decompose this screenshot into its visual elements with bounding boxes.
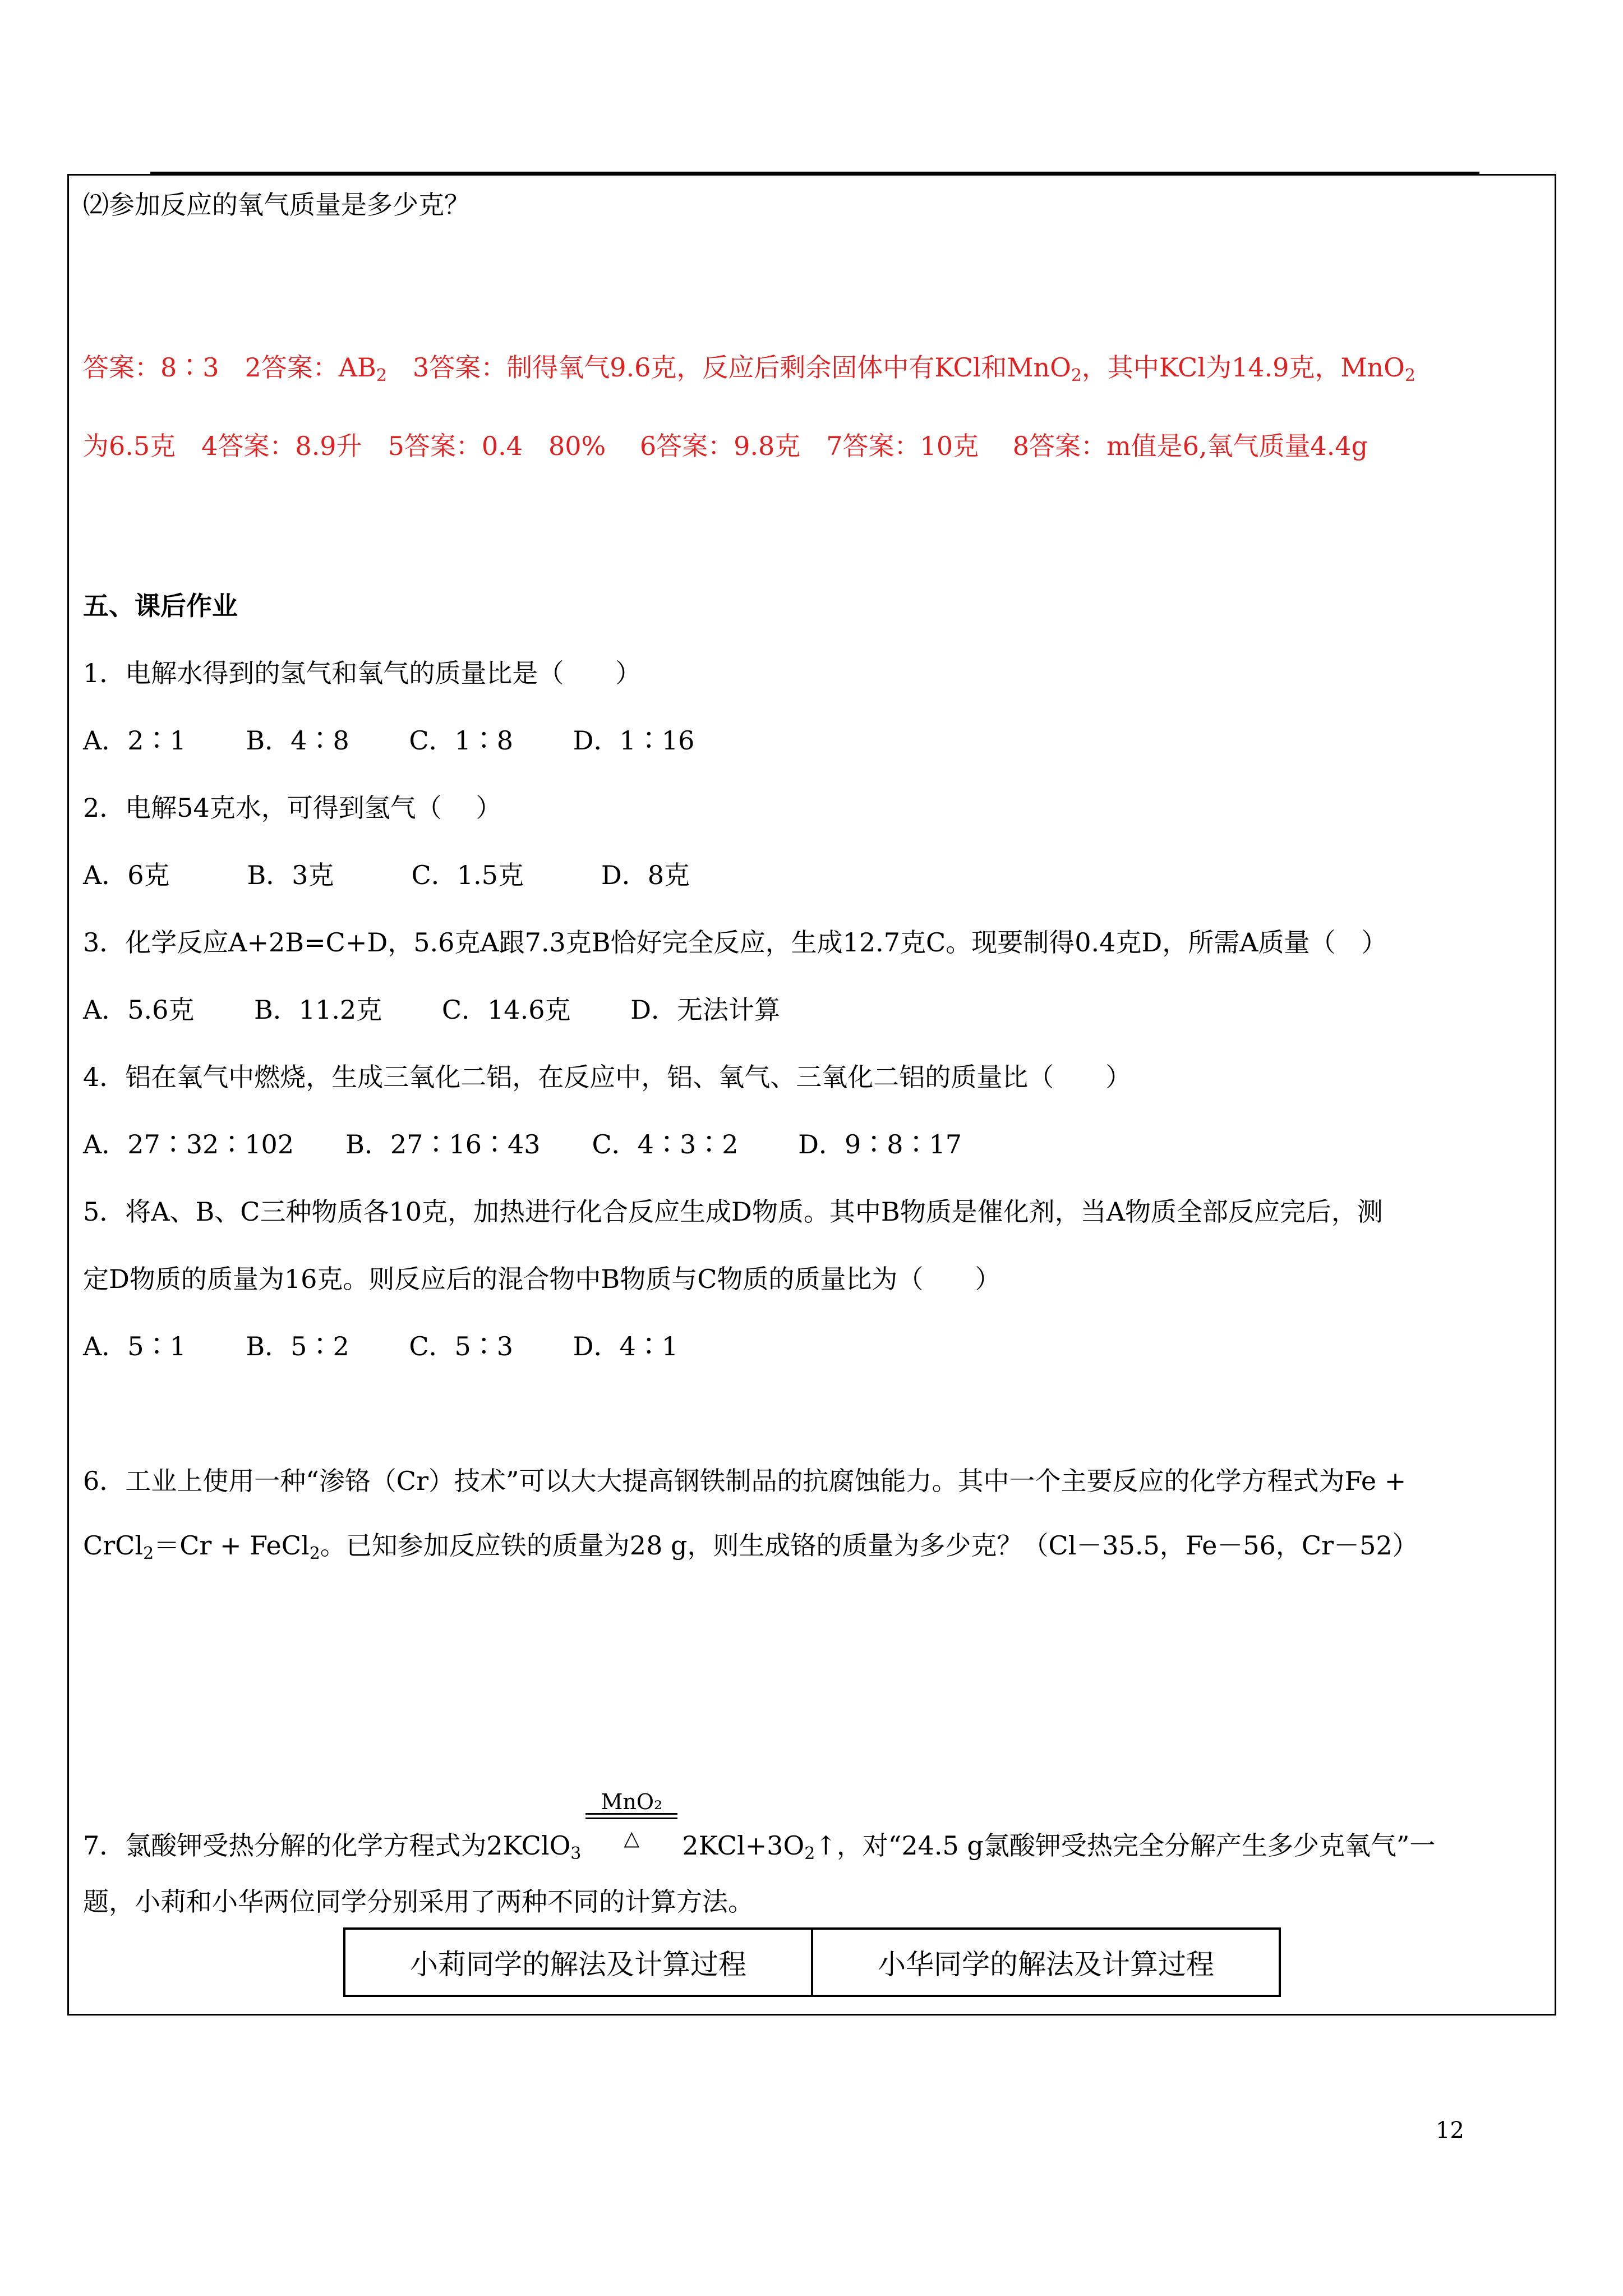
catalyst-label: MnO₂: [601, 1789, 663, 1814]
hw-question-2: 2．电解54克水，可得到氢气（ ）: [83, 793, 502, 823]
reaction-condition-arrow: [581, 1789, 682, 1862]
hw-question-4: 4．铝在氧气中燃烧，生成三氧化二铝，在反应中，铝、氧气、三氧化二铝的质量比（ ）: [83, 1062, 1132, 1092]
question-2-oxygen-mass: ⑵参加反应的氧气质量是多少克？: [83, 190, 470, 220]
hw-question-7-line-2: 题，小莉和小华两位同学分别采用了两种不同的计算方法。: [83, 1887, 754, 1917]
answers-line-1: 答案：8∶3 2答案：$AB_2$ 3答案：制得氧气9.6克，反应后剩余固体中有KCl和MnO$_2$，其中KCl为14.9克，MnO$_2$: [83, 352, 1415, 385]
answers-line-2: 为6.5克 4答案：8.9升 5答案：0.4 80% 6答案：9.8克 7答案：10克 8答案：m值是6,氧气质量4.4g: [83, 431, 1368, 461]
hw-question-6-line-1: 6．工业上使用一种“渗铬（Cr）技术”可以大大提高钢铁制品的抗腐蚀能力。其中一个主要反应的化学方程式为Fe +: [83, 1466, 1407, 1496]
hw-question-3-options: A．5.6克 B．11.2克 C．14.6克 D．无法计算: [83, 995, 780, 1025]
table-header-xiaohua: 小华同学的解法及计算过程: [811, 1930, 1279, 1995]
hw-question-2-options: A．6克 B．3克 C．1.5克 D．8克: [83, 860, 690, 890]
hw-question-4-options: A．27∶32∶102 B．27∶16∶43 C．4∶3∶2 D．9∶8∶17: [83, 1129, 962, 1159]
hw-question-3: 3．化学反应A+2B=C+D，5.6克A跟7.3克B恰好完全反应，生成12.7克C。现要制得0.4克D，所需A质量（ ）: [83, 927, 1387, 958]
page-number: 12: [1436, 2118, 1464, 2143]
hw-question-6-line-2: CrCl$_2$＝Cr + FeCl$_2$。已知参加反应铁的质量为28 g，则生成铬的质量为多少克？（Cl－35.5，Fe－56，Cr－52）: [83, 1530, 1418, 1563]
hw-question-5-line-1: 5．将A、B、C三种物质各10克，加热进行化合反应生成D物质。其中B物质是催化剂，当A物质全部反应完后，测: [83, 1197, 1383, 1227]
hw-question-1-options: A．2∶1 B．4∶8 C．1∶8 D．1∶16: [83, 725, 695, 756]
hw-question-5-line-2: 定D物质的质量为16克。则反应后的混合物中B物质与C物质的质量比为（ ）: [83, 1264, 1001, 1294]
hw-question-1: 1．电解水得到的氢气和氧气的质量比是（ ）: [83, 658, 642, 688]
solution-comparison-table: [343, 1927, 1281, 1997]
hw-question-5-options: A．5∶1 B．5∶2 C．5∶3 D．4∶1: [83, 1331, 679, 1361]
table-header-xiaoli: 小莉同学的解法及计算过程: [410, 1948, 746, 1981]
section-title-homework: 五、课后作业: [83, 591, 238, 621]
heat-triangle-icon: △: [624, 1827, 640, 1850]
hw-question-7-line-1: 7．氯酸钾受热分解的化学方程式为2KClO$_3$ MnO₂ △ $2KCl+3O_2↑$，对“24.5 g氯酸钾受热完全分解产生多少克氧气”一: [83, 1829, 1435, 1862]
